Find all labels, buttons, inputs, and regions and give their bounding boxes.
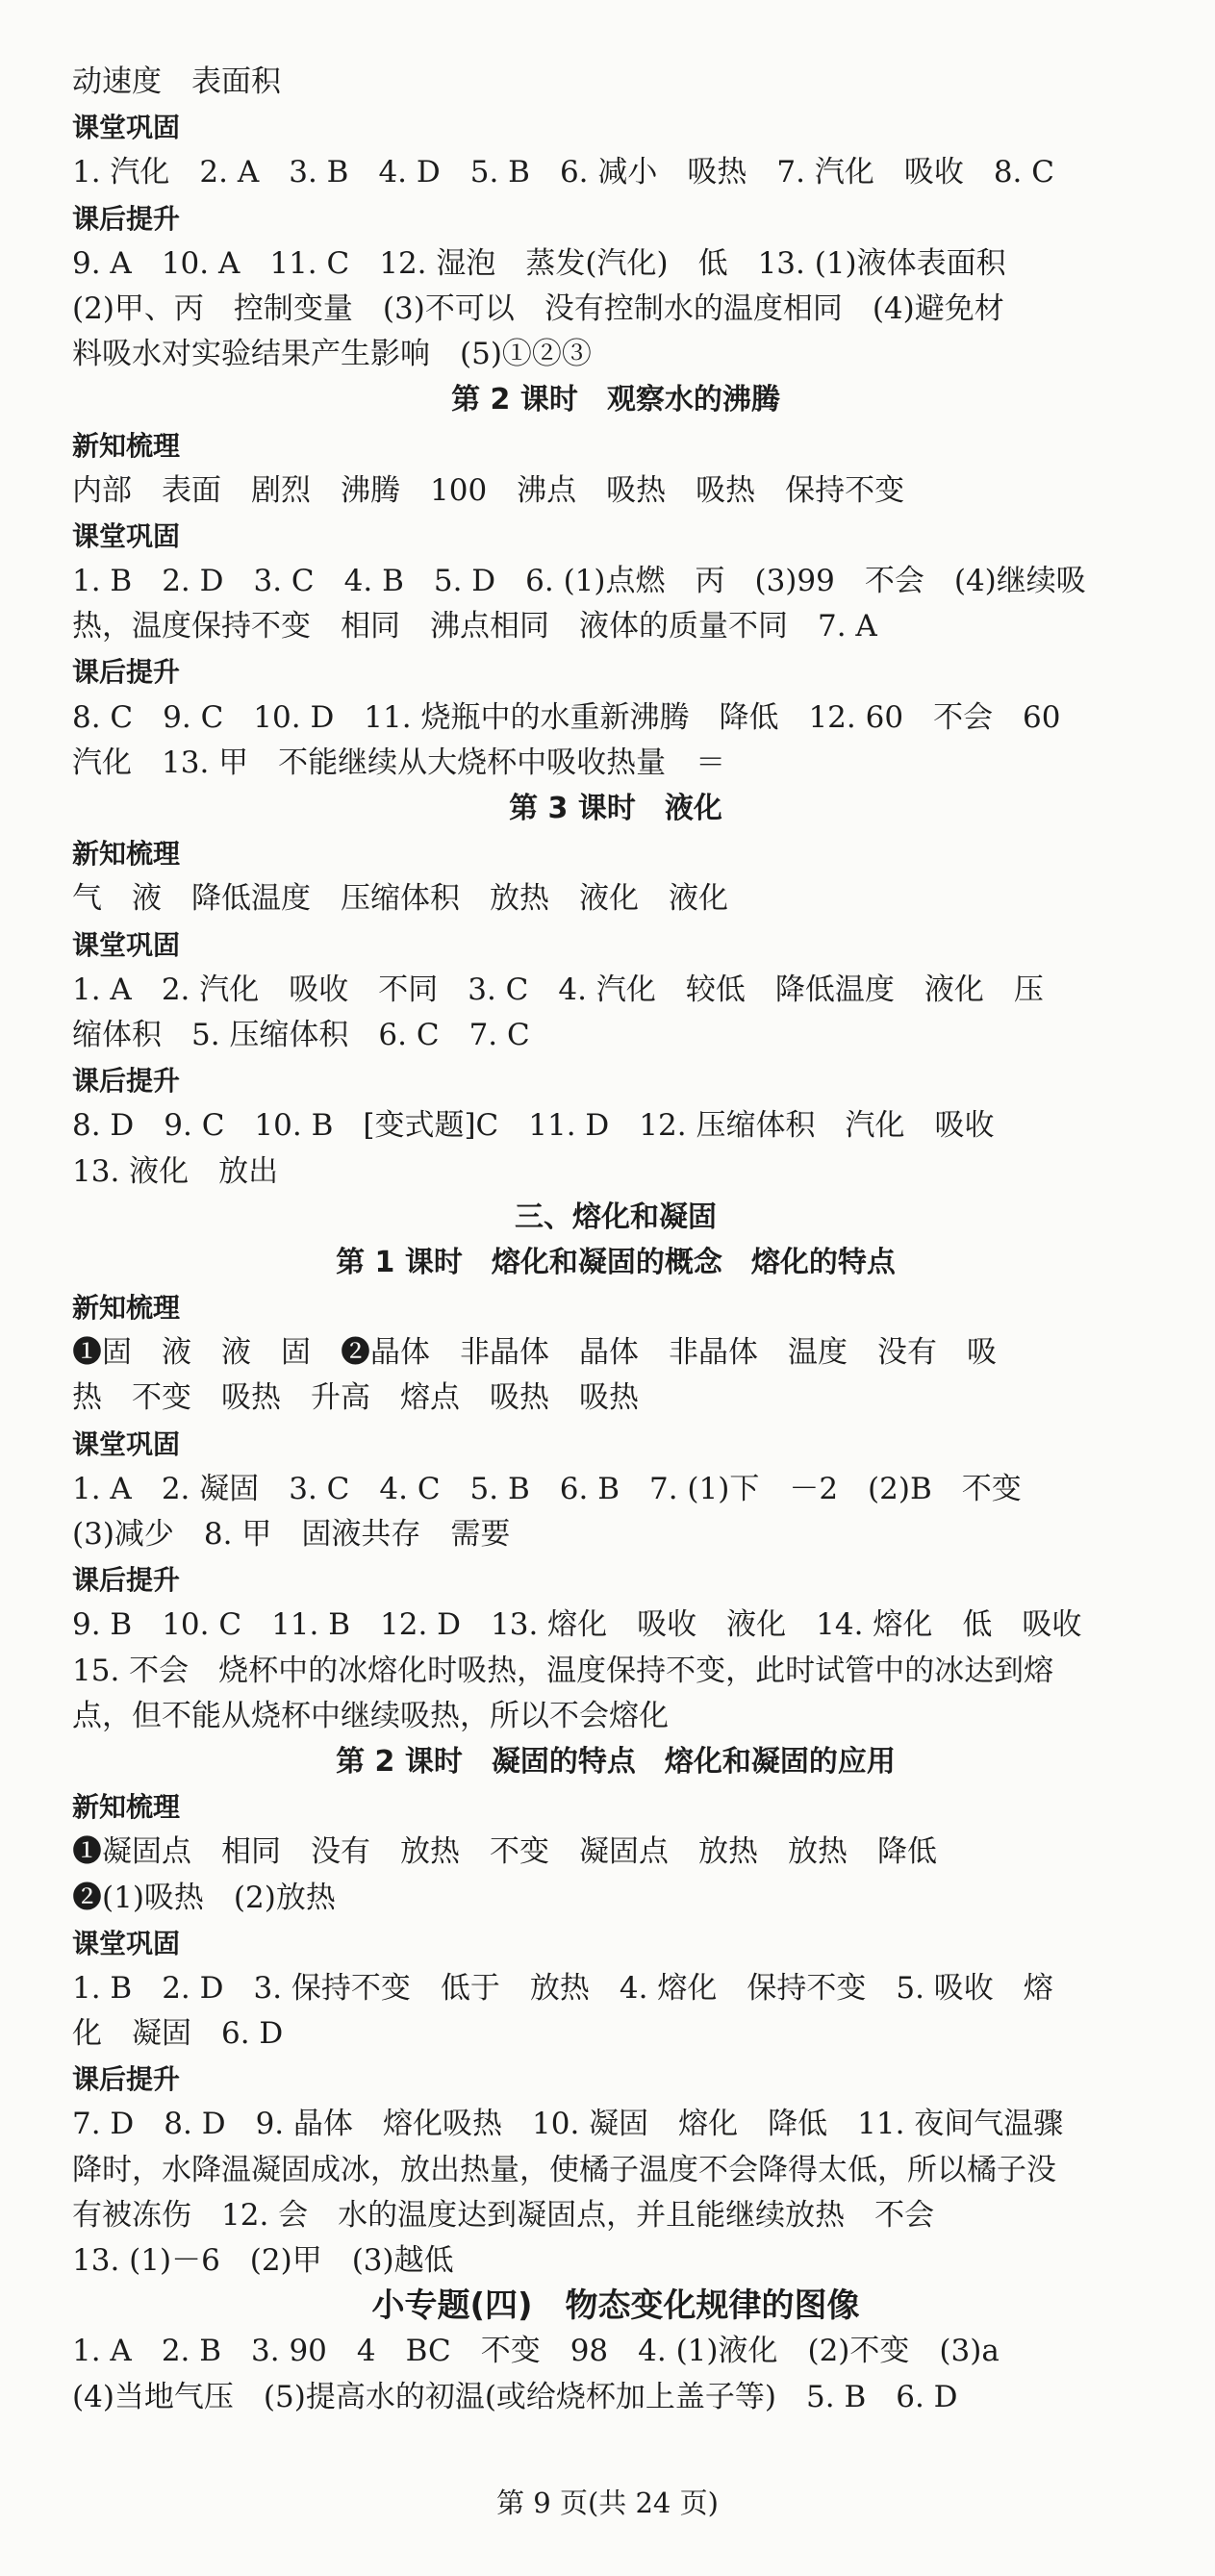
answer-line: 1. B 2. D 3. C 4. B 5. D 6. (1)点燃 丙 (3)99 不会 (4)继续吸 [72,564,1086,599]
subsection-label: 课后提升 [72,2063,181,2096]
subsection-label: 新知梳理 [72,429,181,462]
answer-line: 9. B 10. C 11. B 12. D 13. 熔化 吸收 液化 14. 熔化 低 吸收 [72,1607,1082,1643]
answer-line: ❶凝固点 相同 没有 放热 不变 凝固点 放热 放热 降低 [72,1834,937,1870]
answer-line: 缩体积 5. 压缩体积 6. C 7. C [72,1017,530,1052]
answer-line: 13. 液化 放出 [72,1153,279,1189]
answer-line: 1. A 2. B 3. 90 4 BC 不变 98 4. (1)液化 (2)不变 (3)a [72,2334,1000,2369]
answer-line: 有被冻伤 12. 会 水的温度达到凝固点，并且能继续放热 不会 [72,2197,935,2233]
answer-line: (3)减少 8. 甲 固液共存 需要 [72,1517,511,1552]
answer-line: 15. 不会 烧杯中的冰熔化时吸热，温度保持不变，此时试管中的冰达到熔 [72,1653,1054,1688]
answer-line: 点，但不能从烧杯中继续吸热，所以不会熔化 [72,1698,669,1733]
subsection-label: 课后提升 [72,1065,181,1098]
answer-line: 1. B 2. D 3. 保持不变 低于 放热 4. 熔化 保持不变 5. 吸收 熔 [72,1970,1053,2006]
answer-line: 降时，水降温凝固成冰，放出热量，使橘子温度不会降得太低，所以橘子没 [72,2152,1056,2187]
answer-line: 汽化 13. 甲 不能继续从大烧杯中吸收热量 ＝ [72,745,726,780]
answer-line: 8. D 9. C 10. B [变式题]C 11. D 12. 压缩体积 汽化 吸收 [72,1108,995,1144]
section-heading: 第 3 课时 液化 [509,792,722,825]
section-heading: 第 2 课时 观察水的沸腾 [451,383,780,417]
answer-line: 1. 汽化 2. A 3. B 4. D 5. B 6. 减小 吸热 7. 汽化 吸收 8. C [72,155,1054,190]
subsection-label: 课堂巩固 [72,519,181,552]
section-heading: 三、熔化和凝固 [515,1200,717,1234]
answer-line: 内部 表面 剧烈 沸腾 100 沸点 吸热 吸热 保持不变 [72,472,905,508]
answer-line: 8. C 9. C 10. D 11. 烧瓶中的水重新沸腾 降低 12. 60 不会 60 [72,699,1061,735]
subsection-label: 课堂巩固 [72,928,181,961]
subsection-label: 新知梳理 [72,838,181,871]
section-heading: 第 1 课时 熔化和凝固的概念 熔化的特点 [336,1245,896,1279]
answer-line: (2)甲、丙 控制变量 (3)不可以 没有控制水的温度相同 (4)避免材 [72,290,1004,326]
answer-line: ❶固 液 液 固 ❷晶体 非晶体 晶体 非晶体 温度 没有 吸 [72,1335,997,1371]
answer-line: 1. A 2. 汽化 吸收 不同 3. C 4. 汽化 较低 降低温度 液化 压 [72,972,1044,1007]
answer-line: 气 液 降低温度 压缩体积 放热 液化 液化 [72,881,728,917]
subsection-label: 新知梳理 [72,1791,181,1824]
answer-line: ❷(1)吸热 (2)放热 [72,1880,336,1915]
subsection-label: 课堂巩固 [72,112,181,144]
answer-content [72,60,1159,2420]
subsection-label: 课后提升 [72,656,181,689]
answer-line: 1. A 2. 凝固 3. C 4. C 5. B 6. B 7. (1)下 －2 (2)B 不变 [72,1471,1022,1506]
answer-line: 动速度 表面积 [72,64,281,99]
subsection-label: 课堂巩固 [72,1427,181,1460]
subsection-label: 课后提升 [72,202,181,235]
subsection-label: 课后提升 [72,1564,181,1597]
answer-line: (4)当地气压 (5)提高水的初温(或给烧杯加上盖子等) 5. B 6. D [72,2379,958,2414]
page-footer: 第 9 页(共 24 页) [496,2487,719,2519]
section-heading: 第 2 课时 凝固的特点 熔化和凝固的应用 [336,1744,896,1779]
answer-line: 7. D 8. D 9. 晶体 熔化吸热 10. 凝固 熔化 降低 11. 夜间气温骤 [72,2107,1064,2142]
answer-line: 化 凝固 6. D [72,2016,284,2052]
answer-line: 热 不变 吸热 升高 熔点 吸热 吸热 [72,1380,639,1416]
section-heading: 小专题(四) 物态变化规律的图像 [371,2286,860,2326]
answer-line: 13. (1)－6 (2)甲 (3)越低 [72,2243,454,2278]
subsection-label: 新知梳理 [72,1292,181,1325]
subsection-label: 课堂巩固 [72,1927,181,1959]
answer-line: 料吸水对实验结果产生影响 (5)①②③ [72,337,592,372]
answer-line: 9. A 10. A 11. C 12. 湿泡 蒸发(汽化) 低 13. (1)液体表面积 [72,245,1006,281]
answer-line: 热，温度保持不变 相同 沸点相同 液体的质量不同 7. A [72,609,877,644]
